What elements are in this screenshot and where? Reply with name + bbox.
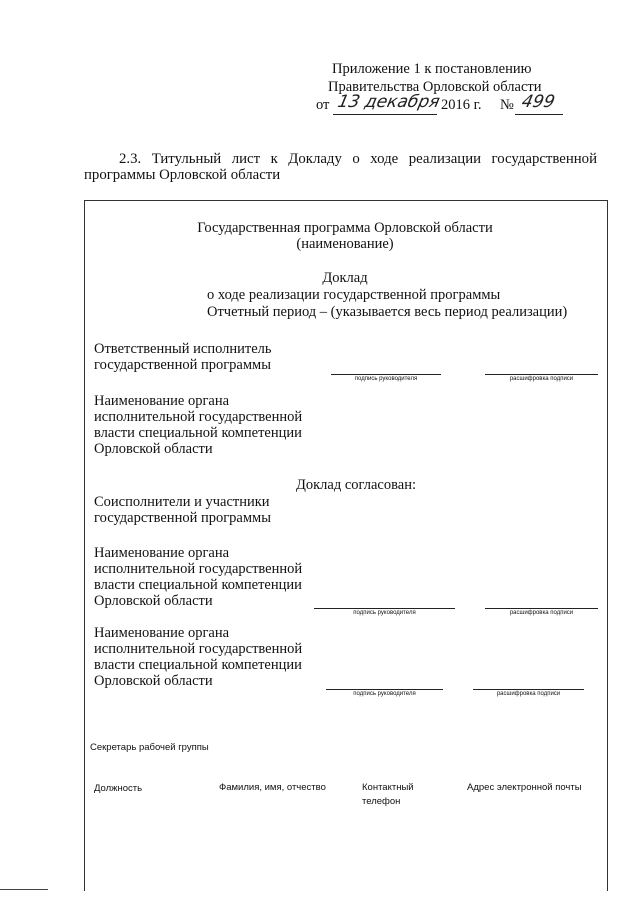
intro-line-2: программы Орловской области (84, 167, 281, 183)
signature-caption: подпись руководителя (354, 376, 418, 382)
program-caption: (наименование) (296, 236, 394, 252)
org-block-3-line-1: Наименование органа (94, 625, 230, 641)
government-line: Правительства Орловской области (328, 79, 542, 95)
coexecutors-line-1: Соисполнители и участники (94, 494, 270, 510)
date-prefix: от (316, 97, 330, 113)
column-position: Должность (94, 783, 143, 794)
column-email: Адрес электронной почты (467, 782, 582, 793)
number-sign: № (500, 97, 514, 113)
org-block-3-line-3: власти специальной компетенции (94, 657, 302, 673)
signature-caption-2: подпись руководителя (353, 610, 416, 616)
decode-caption-3: расшифровка подписи (496, 691, 561, 697)
secretary-label: Секретарь рабочей группы (90, 742, 209, 753)
org-block-1-line-4: Орловской области (94, 441, 213, 457)
responsible-line-1: Ответственный исполнитель (94, 341, 272, 357)
decode-caption-2: расшифровка подписи (509, 610, 574, 616)
decode-line-3 (473, 689, 584, 690)
date-underline (333, 114, 437, 115)
org-block-2-line-1: Наименование органа (94, 545, 230, 561)
decode-line (485, 374, 598, 375)
signature-line-3 (326, 689, 443, 690)
signature-line-2 (314, 608, 455, 609)
column-contact-1: Контактный (362, 782, 414, 793)
org-block-1-line-1: Наименование органа (94, 393, 230, 409)
org-block-3-line-2: исполнительной государственной (94, 641, 303, 657)
report-heading: Доклад (322, 270, 368, 286)
org-block-2-line-3: власти специальной компетенции (94, 577, 302, 593)
org-block-2-line-2: исполнительной государственной (94, 561, 303, 577)
org-block-1-line-2: исполнительной государственной (94, 409, 303, 425)
program-title: Государственная программа Орловской области (197, 220, 493, 236)
org-block-2-line-4: Орловской области (94, 593, 213, 609)
handwritten-number: 499 (519, 92, 557, 112)
decode-line-2 (485, 608, 598, 609)
signature-caption-3: подпись руководителя (353, 691, 416, 697)
org-block-3-line-4: Орловской области (94, 673, 213, 689)
agreed-heading: Доклад согласован: (296, 477, 416, 493)
coexecutors-line-2: государственной программы (94, 510, 271, 526)
appendix-line: Приложение 1 к постановлению (332, 61, 532, 77)
scan-artifact-line (0, 889, 48, 890)
column-fio: Фамилия, имя, отчество (219, 782, 326, 793)
year-text: 2016 г. (441, 97, 482, 113)
report-subtitle: о ходе реализации государственной программы (207, 287, 501, 303)
column-contact-2: телефон (362, 796, 401, 807)
org-block-1-line-3: власти специальной компетенции (94, 425, 302, 441)
signature-line (331, 374, 441, 375)
decode-caption: расшифровка подписи (509, 376, 574, 382)
report-period: Отчетный период – (указывается весь период реализации) (207, 304, 568, 320)
handwritten-date: 13 декабря (335, 92, 442, 112)
responsible-line-2: государственной программы (94, 357, 271, 373)
intro-line-1: 2.3. Титульный лист к Докладу о ходе реализации государственной (119, 151, 597, 167)
number-underline (515, 114, 563, 115)
